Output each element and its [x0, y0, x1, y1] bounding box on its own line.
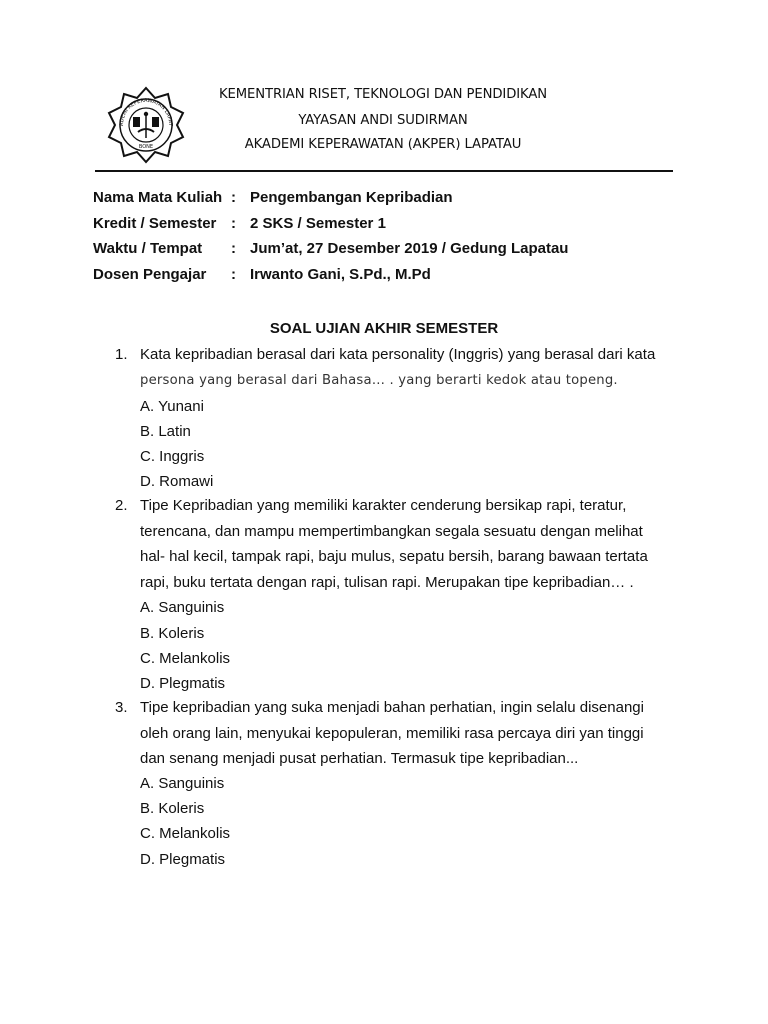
question-number: 2. — [115, 497, 128, 514]
separator: : — [231, 265, 236, 283]
akper-logo-icon — [106, 86, 186, 166]
lecturer-value: Irwanto Gani, S.Pd., M.Pd — [250, 265, 431, 283]
question-text-line: oleh orang lain, menyukai kepopuleran, memiliki rasa percaya diri yan tinggi — [140, 725, 644, 742]
option-c: C. Melankolis — [140, 825, 231, 842]
question-text-line: Tipe Kepribadian yang memiliki karakter cenderung bersikap rapi, teratur, — [140, 497, 627, 514]
option-d: D. Romawi — [140, 473, 214, 490]
letterhead-ministry: KEMENTRIAN RISET, TEKNOLOGI DAN PENDIDIKAN — [218, 87, 548, 102]
credit-value: 2 SKS / Semester 1 — [250, 214, 386, 232]
svg-text:BONE: BONE — [138, 144, 154, 150]
question-text-line: persona yang berasal dari Bahasa… . yang berarti kedok atau topeng. — [140, 373, 618, 388]
separator: : — [231, 189, 236, 206]
svg-text:AKADEMI KEPERAWATAN LAPATAU: ADEMI KEPERAWATAN LAPAT — [118, 97, 174, 127]
question-text-line: dan senang menjadi pusat perhatian. Termasuk tipe kepribadian... — [140, 750, 579, 767]
course-label: Nama Mata Kuliah — [93, 189, 223, 206]
question-number: 1. — [115, 346, 128, 363]
letterhead-academy: AKADEMI KEPERAWATAN (AKPER) LAPATAU — [244, 137, 522, 152]
question-text-line: rapi, buku tertata dengan rapi, tulisan rapi. Merupakan tipe kepribadian… . — [140, 574, 634, 591]
option-b: B. Koleris — [140, 625, 205, 642]
time-value: Jum’at, 27 Desember 2019 / Gedung Lapatau — [250, 240, 569, 257]
question-text-line: Kata kepribadian berasal dari kata personality (Inggris) yang berasal dari kata — [140, 346, 656, 363]
letterhead-divider — [95, 170, 673, 172]
question-text-line: terencana, dan mampu mempertimbangkan segala sesuatu dengan melihat — [140, 523, 643, 540]
option-b: B. Koleris — [140, 800, 205, 817]
question-number: 3. — [115, 699, 128, 716]
option-a: A. Sanguinis — [140, 775, 225, 792]
credit-label: Kredit / Semester — [93, 214, 217, 232]
separator: : — [231, 214, 236, 232]
option-d: D. Plegmatis — [140, 851, 226, 868]
option-a: A. Sanguinis — [140, 599, 225, 616]
lecturer-label: Dosen Pengajar — [93, 265, 207, 283]
option-c: C. Inggris — [140, 448, 205, 465]
question-text-line: Tipe kepribadian yang suka menjadi bahan perhatian, ingin selalu disenangi — [140, 699, 644, 716]
separator: : — [231, 240, 236, 257]
letterhead-foundation: YAYASAN ANDI SUDIRMAN — [298, 113, 468, 128]
question-text-line: hal- hal kecil, tampak rapi, baju mulus, sepatu bersih, barang bawaan tertata — [140, 548, 648, 565]
option-d: D. Plegmatis — [140, 675, 226, 692]
option-b: B. Latin — [140, 423, 191, 440]
course-value: Pengembangan Kepribadian — [250, 189, 453, 206]
option-a: A. Yunani — [140, 398, 204, 415]
option-c: C. Melankolis — [140, 650, 231, 667]
exam-title: SOAL UJIAN AKHIR SEMESTER — [269, 320, 499, 337]
time-label: Waktu / Tempat — [93, 240, 203, 257]
